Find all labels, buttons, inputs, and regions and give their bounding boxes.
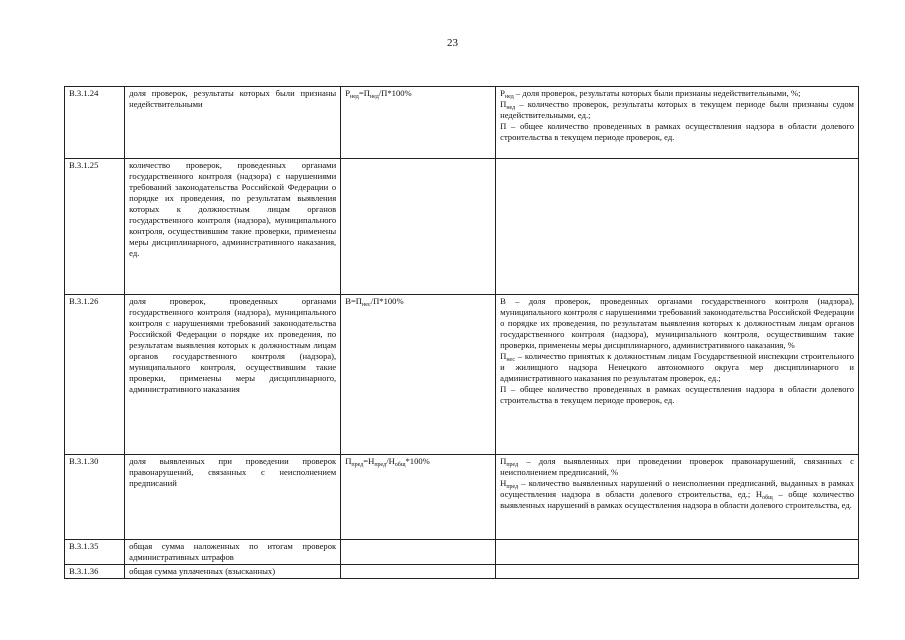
formula-definitions	[496, 565, 859, 579]
indicator-formula	[341, 565, 496, 579]
indicator-name-text: общая сумма уплаченных (взысканных)	[129, 566, 276, 576]
formula-definitions	[496, 159, 859, 295]
formula-definitions	[496, 540, 859, 565]
table-row	[65, 565, 859, 579]
indicator-name: общая сумма наложенных по итогам проверок административных штрафов	[125, 540, 341, 565]
formula-definitions	[496, 87, 859, 159]
definition-line: $П_{пред}$ – доля выявленных при проведении проверок правонарушений, связанных с неисполнением предписаний, %	[500, 456, 854, 477]
indicator-formula: $П_{пред}=Н_{пред}/Н_{общ}*100\%$	[341, 455, 496, 540]
table-row	[65, 295, 859, 455]
indicator-name: доля выявленных при проведении проверок правонарушений, связанных с неисполнением предписаний	[125, 455, 341, 540]
formula-definitions	[496, 455, 859, 540]
definition-line: $Н_{пред}$ – количество выявленных нарушений о неисполнении предписаний, выданных в рамках осуществления надзора в области долевого строительства, ед.; $Н_{общ}$ – обще количество выявленных нарушений в рамках осуществления надзора в области долевого строительства, ед.	[500, 478, 854, 510]
indicator-name: доля проверок, проведенных органами государственного контроля (надзора), муниципального контроля с нарушениями требований законодательства Российской Федерации о порядке их проведения, по результатам выявления которых к должностным лицам органов государственного контроля (надзора), муниципального контроля, осуществившим такие проверки, применены меры дисциплинарного, административного наказания	[125, 295, 341, 455]
indicator-formula	[341, 159, 496, 295]
definition-line: $П_{нед}$ – количество проверок, результаты которых в текущем периоде были признаны судом недействительными, ед.;	[500, 99, 854, 120]
indicator-formula	[341, 540, 496, 565]
indicator-code: В.3.1.30	[65, 455, 125, 540]
indicator-code: В.3.1.36	[65, 565, 125, 579]
definition-line: П – общее количество проведенных в рамках осуществления надзора в области долевого строительства в текущем периоде проверок, ед.	[500, 121, 854, 142]
indicator-name	[125, 565, 341, 579]
indicator-name: количество проверок, проведенных органами государственного контроля (надзора) с нарушениями требований законодательства Российской Федерации о порядке их проведения, по результатам выявления которых к должностным лицам органов государственного контроля (надзора), муниципального контроля, осуществившим такие проверки, применены меры дисциплинарного, административного наказания, ед.	[125, 159, 341, 295]
definition-line: В – доля проверок, проведенных органами государственного контроля (надзора), муниципального контроля с нарушениями требований законодательства Российской Федерации о порядке их проведения, по результатам выявления которых к должностным лицам органов государственного контроля (надзора), муниципального контроля, осуществившим такие проверки, применены меры дисциплинарного, административного наказания, %	[500, 296, 854, 350]
indicator-table-body	[65, 87, 859, 579]
indicator-table	[64, 86, 859, 579]
definition-line: П – общее количество проведенных в рамках осуществления надзора в области долевого строительства в текущем периоде проверок, ед.	[500, 384, 854, 405]
definition-line: $Р_{нед}$ – доля проверок, результаты которых были признаны недействительными, %;	[500, 88, 801, 100]
indicator-code: В.3.1.25	[65, 159, 125, 295]
table-row	[65, 87, 859, 159]
table-row	[65, 540, 859, 565]
indicator-name: доля проверок, результаты которых были признаны недействительными	[125, 87, 341, 159]
definition-line: $П_{нес}$ – количество принятых к должностным лицам Государственной инспекции строительного и жилищного надзора Ненецкого автономного округа мер дисциплинарного и административного наказания по результатам проверок, ед.;	[500, 351, 854, 383]
indicator-formula: $В=П_{нес}/П*100\%$	[341, 295, 496, 455]
indicator-code: В.3.1.24	[65, 87, 125, 159]
indicator-code: В.3.1.26	[65, 295, 125, 455]
indicator-formula: $Р_{нед}=П_{нед}/П*100\%$	[341, 87, 496, 159]
indicator-code: В.3.1.35	[65, 540, 125, 565]
table-row	[65, 455, 859, 540]
page-number: 23	[447, 37, 458, 49]
table-row	[65, 159, 859, 295]
formula-definitions	[496, 295, 859, 455]
